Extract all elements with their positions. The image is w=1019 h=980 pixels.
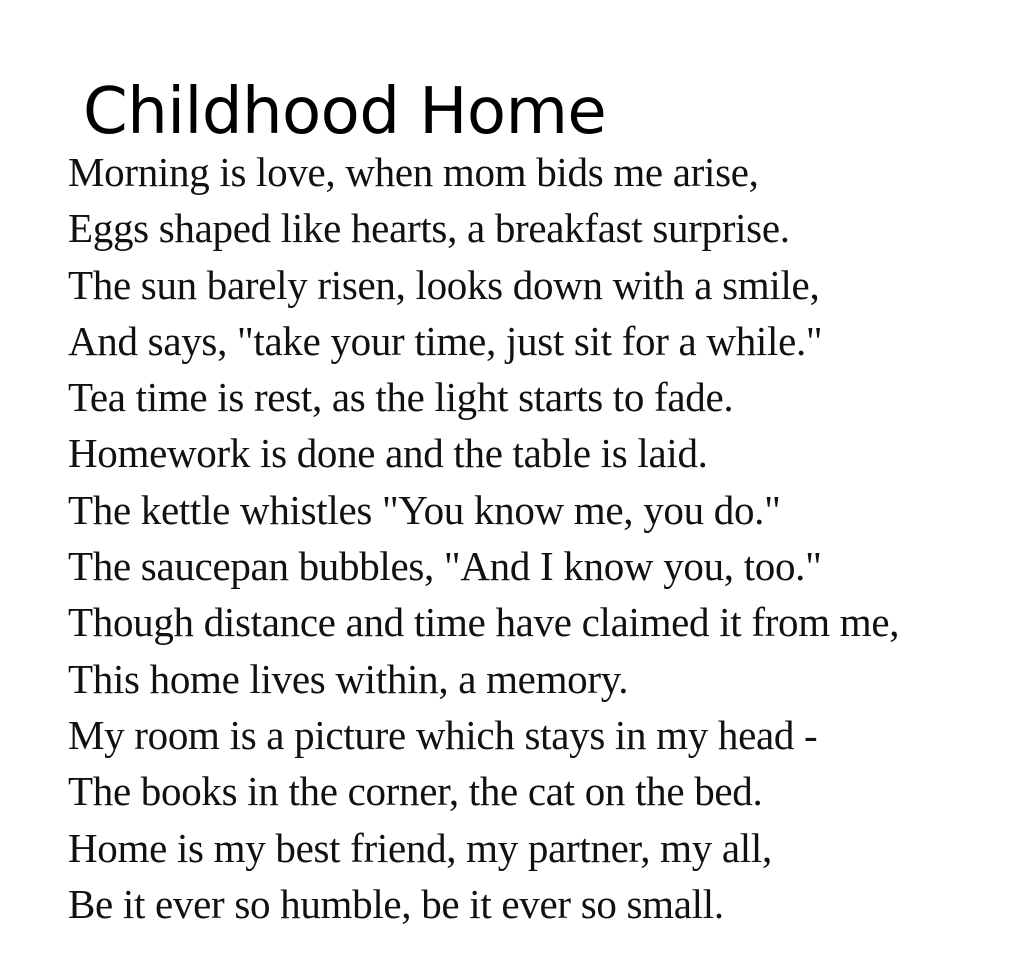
poem-line: This home lives within, a memory. [68,655,629,702]
poem-line: Though distance and time have claimed it from me, [68,599,900,646]
poem-line: The saucepan bubbles, "And I know you, too." [68,543,822,590]
poem-line: The sun barely risen, looks down with a smile, [68,261,820,308]
poem-line: Morning is love, when mom bids me arise, [68,149,759,195]
poem-line: Home is my best friend, my partner, my all, [68,824,772,871]
poem-line: And says, "take your time, just sit for a while." [68,317,823,364]
poem-line: Eggs shaped like hearts, a breakfast surprise. [68,205,790,252]
poem-line: Be it ever so humble, be it ever so small. [68,880,724,927]
poem-line: Homework is done and the table is laid. [68,430,708,477]
poem-line: My room is a picture which stays in my head - [68,711,818,758]
poem-line: The kettle whistles "You know me, you do." [68,486,781,533]
poem-lines [68,144,899,932]
poem-line: The books in the corner, the cat on the bed. [68,768,763,815]
poem-title: Childhood Home [83,75,607,149]
poem-line: Tea time is rest, as the light starts to fade. [68,374,734,421]
